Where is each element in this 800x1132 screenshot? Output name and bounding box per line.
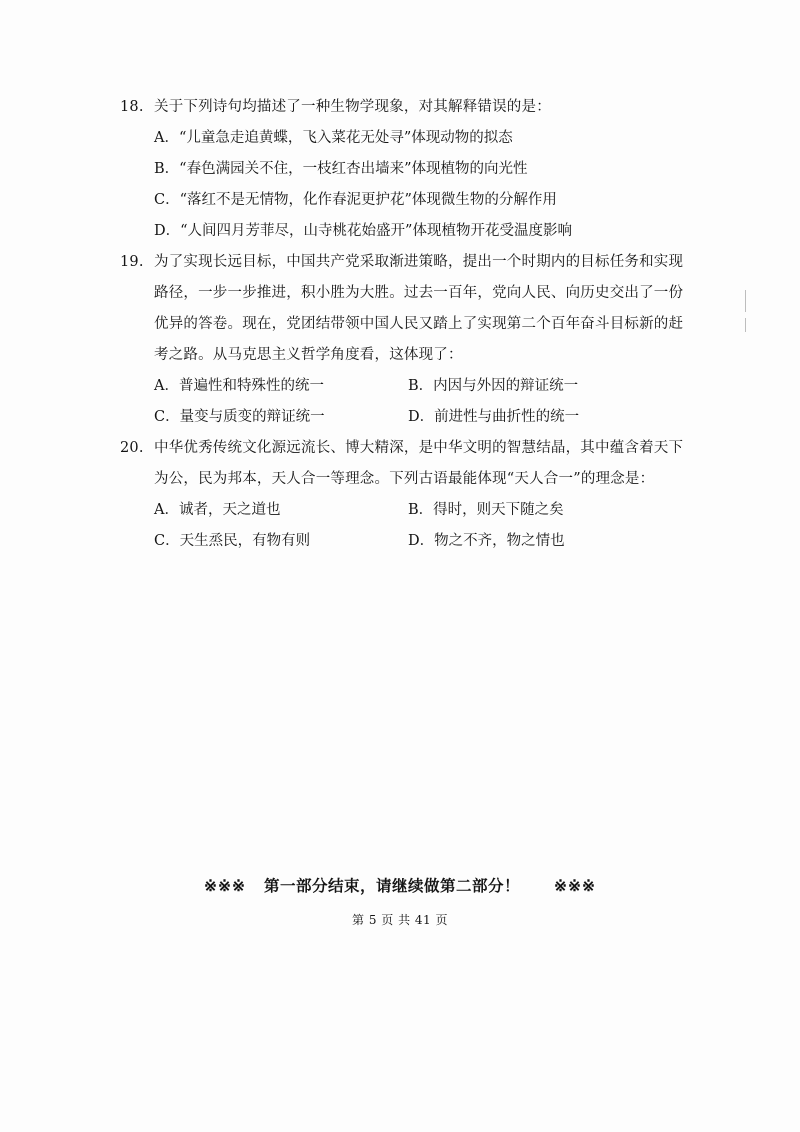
question-19-stem [120, 247, 690, 371]
question-19 [120, 247, 690, 433]
question-20-text: 中华优秀传统文化源远流长、博大精深，是中华文明的智慧结晶，其中蕴含着天下为公，民为邦本，天人合一等理念。下列古语最能体现“天人合一”的理念是： [154, 440, 684, 487]
question-20-option-d: D．物之不齐，物之情也 [408, 533, 565, 549]
section-end-notice [0, 874, 800, 896]
question-18 [120, 92, 690, 247]
question-18-option-a: A．“儿童急走追黄蝶，飞入菜花无处寻”体现动物的拟态 [154, 130, 513, 146]
question-20-number: 20. [120, 440, 144, 456]
section-end-marks-left: ※※※ [204, 876, 246, 895]
question-18-stem [120, 92, 690, 123]
section-end-text: 第一部分结束，请继续做第二部分！ [263, 876, 520, 895]
section-end-marks-right: ※※※ [554, 876, 596, 895]
question-19-number: 19. [120, 254, 144, 270]
question-18-option-d: D．“人间四月芳菲尽，山寺桃花始盛开”体现植物开花受温度影响 [154, 223, 572, 239]
question-20-option-c: C．天生烝民，有物有则 [154, 533, 311, 549]
scan-edge-mark [745, 318, 746, 332]
question-19-option-c: C．量变与质变的辩证统一 [154, 409, 325, 425]
scan-edge-mark [745, 290, 746, 312]
question-20-stem [120, 433, 690, 495]
question-19-options [120, 371, 690, 433]
question-list [120, 92, 690, 557]
question-20-option-b: B．得时，则天下随之矣 [408, 502, 564, 518]
question-19-option-d: D．前进性与曲折性的统一 [408, 409, 580, 425]
question-20 [120, 433, 690, 557]
question-18-option-b: B．“春色满园关不住，一枝红杏出墙来”体现植物的向光性 [154, 161, 528, 177]
question-20-options [120, 495, 690, 557]
question-18-text: 关于下列诗句均描述了一种生物学现象，对其解释错误的是： [154, 99, 551, 115]
question-19-text: 为了实现长远目标，中国共产党采取渐进策略，提出一个时期内的目标任务和实现路径，一步一步推进，积小胜为大胜。过去一百年，党向人民、向历史交出了一份优异的答卷。现在，党团结带领中国人民又踏上了实现第二个百年奋斗目标新的赶考之路。从马克思主义哲学角度看，这体现了： [154, 254, 684, 363]
question-18-options [120, 123, 690, 247]
question-18-number: 18. [120, 99, 144, 115]
question-18-option-c: C．“落红不是无情物，化作春泥更护花”体现微生物的分解作用 [154, 192, 557, 208]
page-number-text: 第 5 页 共 41 页 [352, 913, 448, 927]
question-19-option-b: B．内因与外因的辩证统一 [408, 378, 579, 394]
page-number-footer [0, 911, 800, 928]
question-19-option-a: A．普遍性和特殊性的统一 [154, 378, 324, 394]
question-20-option-a: A．诚者，天之道也 [154, 502, 281, 518]
